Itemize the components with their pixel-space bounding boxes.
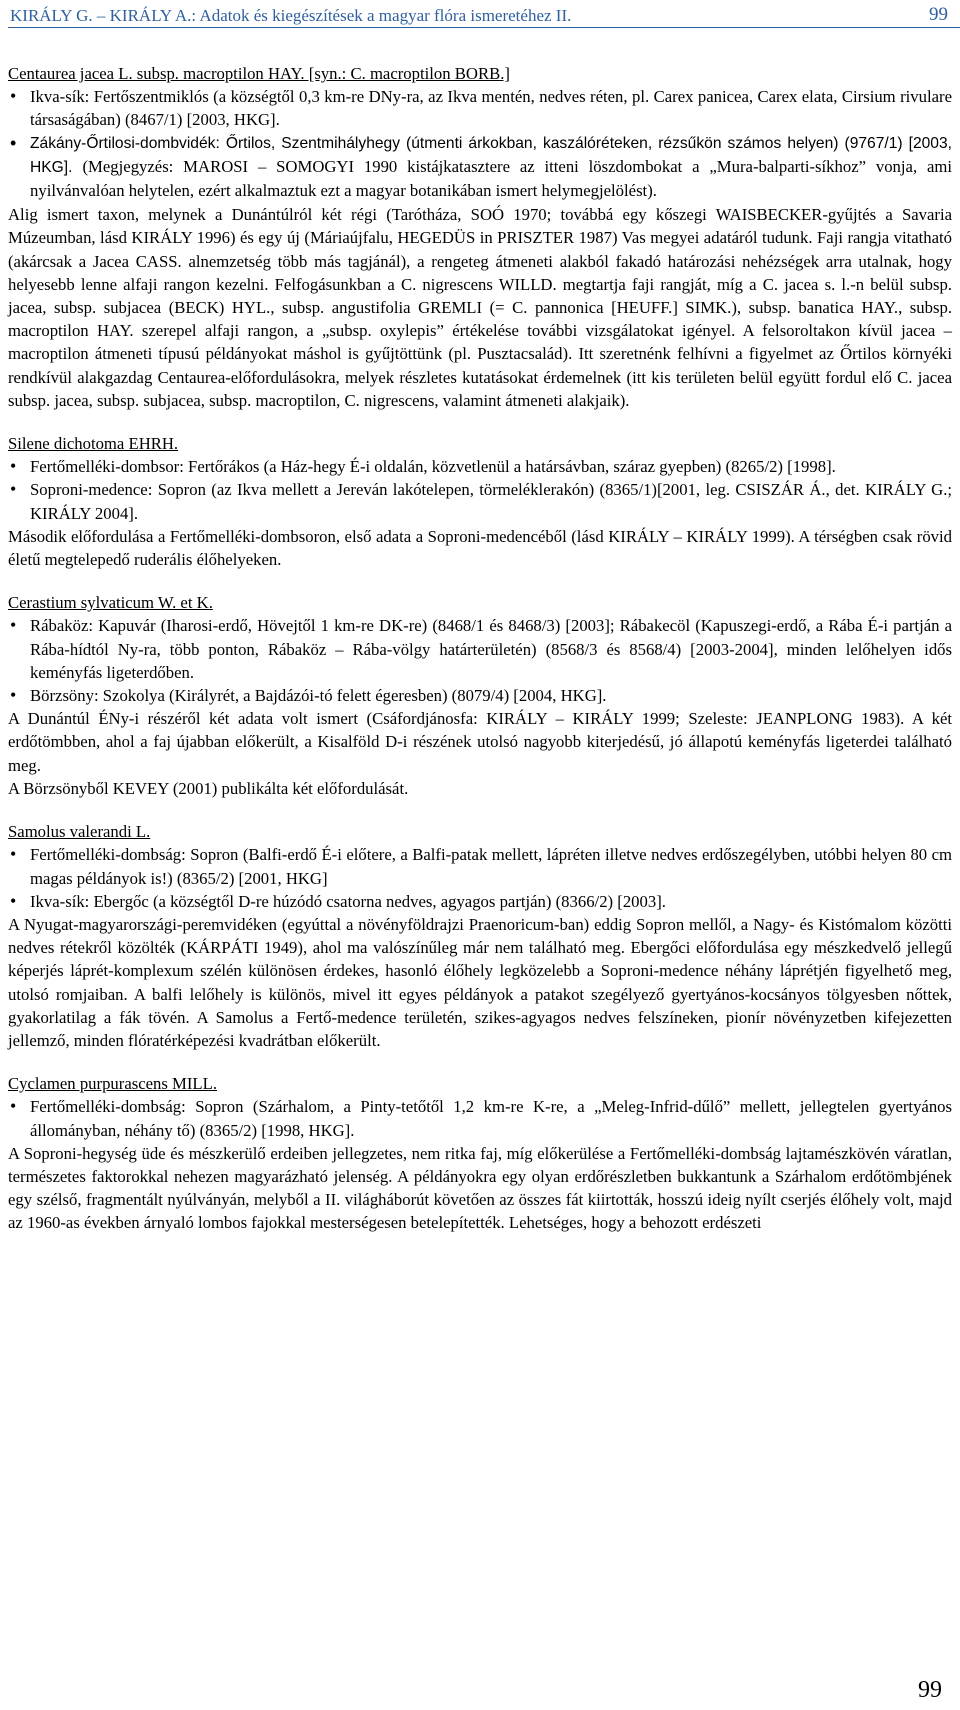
section-paragraph: A Börzsönyből KEVEY (2001) publikálta két előfordulását. xyxy=(8,778,409,798)
section-paragraph: A Soproni-hegység üde és mészkerülő erdeiben jellegzetes, nem ritka faj, míg előkerülése a Fertőmelléki-dombság lajtamészkövén váratlan, természetes faktorokkal nehezen magyarázható jelenség. A példányokra egy olyan erdőrészletben bukkantunk a Szárhalom erdőtömbjének egy szélső, fragmentált nyúlványán, melyből a II. világháborút követően az összes fát kiirtották, hosszú ideig nyílt cserjés élőhely volt, majd az 1960-as években árnyaló lombos fajokkal mesterségesen betelepítették. Lehetséges, hogy a behozott erdészeti xyxy=(8,1143,952,1233)
section-cerastium xyxy=(8,591,952,800)
section-silene xyxy=(8,432,952,571)
locality-list xyxy=(8,614,952,707)
locality-item: • Fertőmelléki-dombsor: Fertőrákos (a Ház-hegy É-i oldalán, közvetlenül a határsávban, száraz gyepben) (8265/2) [1998]. xyxy=(8,455,952,478)
locality-item xyxy=(8,132,952,204)
locality-list xyxy=(8,843,952,913)
running-header xyxy=(8,0,960,28)
header-title: KIRÁLY G. – KIRÁLY A.: Adatok és kiegészítések a magyar flóra ismeretéhez II. xyxy=(10,6,572,25)
section-cyclamen xyxy=(8,1072,952,1234)
note-text: (Megjegyzés: MAROSI – SOMOGYI 1990 kistájkatasztere az itteni löszdombokat a „Mura-balparti-síkhoz” vonja, ami nyilvánvalóan helytelen, ezért alkalmaztuk ezt a magyar botanikában ismert helymegjelölést). xyxy=(30,156,952,201)
section-title: Cerastium sylvaticum W. et K. xyxy=(8,593,213,613)
locality-item: • Börzsöny: Szokolya (Királyrét, a Bajdázói-tó felett égeresben) (8079/4) [2004, HKG]. xyxy=(8,684,952,707)
locality-item: • Rábaköz: Kapuvár (Iharosi-erdő, Hövejtől 1 km-re DK-re) (8468/1 és 8468/3) [2003]; Rábakecöl (Kapuszegi-erdő, a Rába É-i partján a Rába-hídtól Ny-ra, több ponton, Rábaköz – Rába-völgy határterületén) (8568/3 és 8568/4) [2003-2004], minden lelőhelyen idős keményfás ligeterdőben. xyxy=(8,614,952,684)
page-content xyxy=(8,62,952,1235)
locality-item: • Soproni-medence: Sopron (az Ikva mellett a Jereván lakótelepen, törmeléklerakón) (8365/1)[2001, leg. CSISZÁR Á., det. KIRÁLY G.; KIRÁLY 2004]. xyxy=(8,478,952,524)
locality-item: • Fertőmelléki-dombság: Sopron (Balfi-erdő É-i előtere, a Balfi-patak mellett, lápréten illetve nedves erdőszegélyben, utóbbi helyen 80 cm magas példányok is!) (8365/2) [2001, HKG] xyxy=(8,843,952,889)
header-page-number: 99 xyxy=(929,4,948,25)
section-title: Samolus valerandi L. xyxy=(8,822,151,842)
locality-item: • Fertőmelléki-dombság: Sopron (Szárhalom, a Pinty-tetőtől 1,2 km-re K-re, a „Meleg-Infrid-dűlő” mellett, jellegtelen gyertyános állományban, néhány tő) (8365/2) [1998, HKG]. xyxy=(8,1095,952,1141)
section-centaurea xyxy=(8,62,952,412)
footer-page-number: 99 xyxy=(918,1677,942,1703)
section-paragraph: Második előfordulása a Fertőmelléki-dombsoron, első adata a Soproni-medencéből (lásd KIRÁLY – KIRÁLY 1999). A térségben csak rövid életű megtelepedő ruderális élőhelyeken. xyxy=(8,526,952,570)
locality-list xyxy=(8,85,952,203)
section-paragraph: Alig ismert taxon, melynek a Dunántúlról két régi (Tarótháza, SOÓ 1970; továbbá egy kőszegi WAISBECKER-gyűjtés a Savaria Múzeumban, lásd KIRÁLY 1996) és egy új (Máriaújfalu, HEGEDÜS in PRISZTER 1987) Vas megyei adatáról tudunk. Faji rangja vitatható (akárcsak a Jacea CASS. alnemzetség több más tagjánál), a rengeteg átmeneti alakból fakadó határozási nehézségek arra utalnak, hogy helyesebb lenne alfaji rangon kezelni. Felfogásunkban a C. nigrescens WILLD. megtartja faji rangját, míg a C. jacea s. l.-n belül subsp. jacea, subsp. subjacea (BECK) HYL., subsp. angustifolia GREMLI (= C. pannonica [HEUFF.] SIMK.), subsp. banatica HAY., subsp. macroptilon HAY. szerepel alfaji rangon, a „subsp. oxylepis” értékelése további vizsgálatokat igényel. A felsoroltakon kívül jacea – macroptilon átmeneti típusú példányokat máshol is gyűjtöttünk (pl. Pusztacsalád). Itt szeretnénk felhívni a figyelmet az Őrtilos környéki rendkívül alakgazdag Centaurea-előfordulásokra, melyek részletes kutatásokat érdemelnek (itt kis területen belül együtt fordul elő C. jacea subsp. jacea, subsp. subjacea, subsp. macroptilon, C. nigrescens, valamint átmeneti alakjaik). xyxy=(8,205,952,410)
locality-list xyxy=(8,1095,952,1141)
locality-text: Zákány-Őrtilosi-dombvidék: Őrtilos, Szentmihályhegy (útmenti árkokban, kaszálóréteken, rézsűkön számos helyen) (9767/1) [2003, HKG]. xyxy=(30,134,952,176)
section-paragraph: A Dunántúl ÉNy-i részéről két adata volt ismert (Csáfordjánosfa: KIRÁLY – KIRÁLY 1999; Szeleste: JEANPLONG 1983). A két erdőtömbben, ahol a faj újabban előkerült, a Kisalföld D-i részének utolsó nagyobb kiterjedésű, jó állapotú keményfás ligeterdei található meg. xyxy=(8,709,952,775)
locality-list xyxy=(8,455,952,525)
section-samolus xyxy=(8,820,952,1052)
section-title: Silene dichotoma EHRH. xyxy=(8,434,179,454)
locality-item: • Ikva-sík: Ebergőc (a községtől D-re húzódó csatorna nedves, agyagos partján) (8366/2) [2003]. xyxy=(8,890,952,913)
section-title: Cyclamen purpurascens MILL. xyxy=(8,1074,217,1094)
section-title: Centaurea jacea L. subsp. macroptilon HAY. [syn.: C. macroptilon BORB.] xyxy=(8,64,510,83)
section-paragraph: A Nyugat-magyarországi-peremvidéken (egyúttal a növényföldrajzi Praenoricum-ban) eddig Sopron mellől, a Nagy- és Kistómalom közötti nedves rétekről közölték (KÁRPÁTI 1949), ahol ma valószínűleg már nem található meg. Ebergőci előfordulása egy mészkedvelő jellegű képerjés láprét-komplexum szélén különösen érdekes, hasonló élőhely legközelebb a Soproni-medence néhány láprétjén figyelhető meg, utolsó romjaiban. A balfi lelőhely is különös, mivel itt egyes példányok a patakot szegélyező gyertyános-kocsányos tölgyesben nőttek, gyakorlatilag a fák tövén. A Samolus a Fertő-medence területén, szikes-agyagos nedves felszíneken, pionír növényzetben kifejezetten jellemző, minden flóratérképezési kvadrátban előkerült. xyxy=(8,914,952,1050)
locality-item: • Ikva-sík: Fertőszentmiklós (a községtől 0,3 km-re DNy-ra, az Ikva mentén, nedves réten, pl. Carex panicea, Carex elata, Cirsium rivulare társaságában) (8467/1) [2003, HKG]. xyxy=(8,85,952,131)
